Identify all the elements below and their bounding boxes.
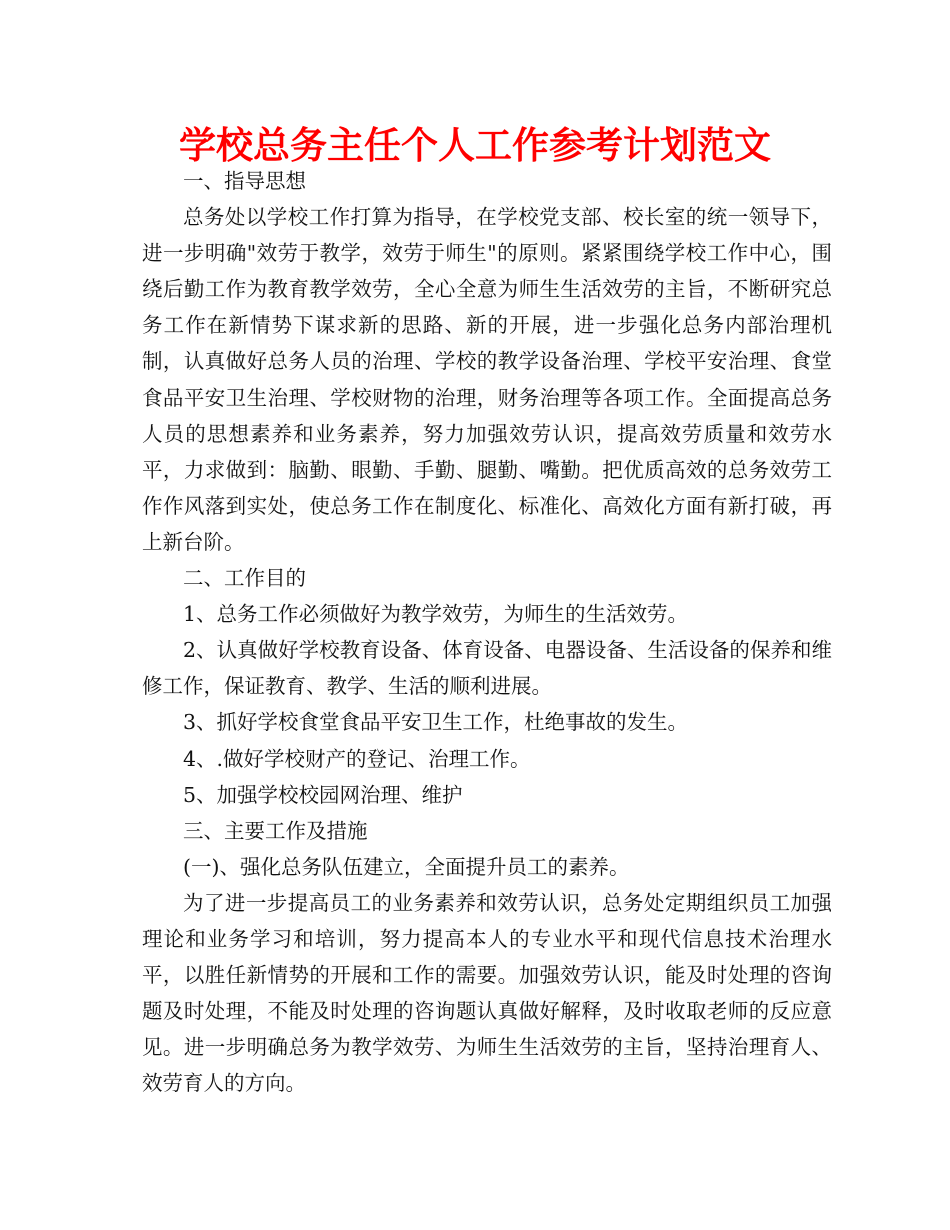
section-heading-main-work: 三、主要工作及措施 <box>183 818 368 843</box>
goal-item-5: 5、加强学校校园网治理、维护 <box>183 782 463 807</box>
section-heading-guiding-thought: 一、指导思想 <box>183 169 306 193</box>
subsection-heading-team-building: (一)、强化总务队伍建立，全面提升员工的素养。 <box>183 854 630 879</box>
document-body <box>142 163 832 1101</box>
section-heading-work-goals: 二、工作目的 <box>183 566 306 591</box>
goal-item-3: 3、抓好学校食堂食品平安卫生工作，杜绝事故的发生。 <box>183 710 689 735</box>
paragraph-guiding-thought: 总务处以学校工作打算为指导，在学校党支部、校长室的统一领导下，进一步明确"效劳于教学，效劳于师生"的原则。紧紧围绕学校工作中心，围绕后勤工作为教育教学效劳，全心全意为师生生活效劳的主旨，不断研究总务工作在新情势下谋求新的思路、新的开展，进一步强化总务内部治理机制，认真做好总务人员的治理、学校的教学设备治理、学校平安治理、食堂食品平安卫生治理、学校财物的治理，财务治理等各项工作。全面提高总务人员的思想素养和业务素养，努力加强效劳认识，提高效劳质量和效劳水平，力求做到：脑勤、眼勤、手勤、腿勤、嘴勤。把优质高效的总务效劳工作作风落到实处，使总务工作在制度化、标准化、高效化方面有新打破，再上新台阶。 <box>142 205 832 554</box>
goal-item-2: 2、认真做好学校教育设备、体育设备、电器设备、生活设备的保养和维修工作，保证教育、教学、生活的顺利进展。 <box>142 638 832 699</box>
paragraph-team-building: 为了进一步提高员工的业务素养和效劳认识，总务处定期组织员工加强理论和业务学习和培训，努力提高本人的专业水平和现代信息技术治理水平，以胜任新情势的开展和工作的需要。加强效劳认识，能及时处理的咨询题及时处理，不能及时处理的咨询题认真做好解释，及时收取老师的反应意见。进一步明确总务为教学效劳、为师生生活效劳的主旨，坚持治理育人、效劳育人的方向。 <box>142 890 832 1096</box>
document-title: 学校总务主任个人工作参考计划范文 <box>179 124 771 167</box>
goal-item-1: 1、总务工作必须做好为教学效劳，为师生的生活效劳。 <box>183 602 689 627</box>
goal-item-4: 4、.做好学校财产的登记、治理工作。 <box>183 746 531 771</box>
